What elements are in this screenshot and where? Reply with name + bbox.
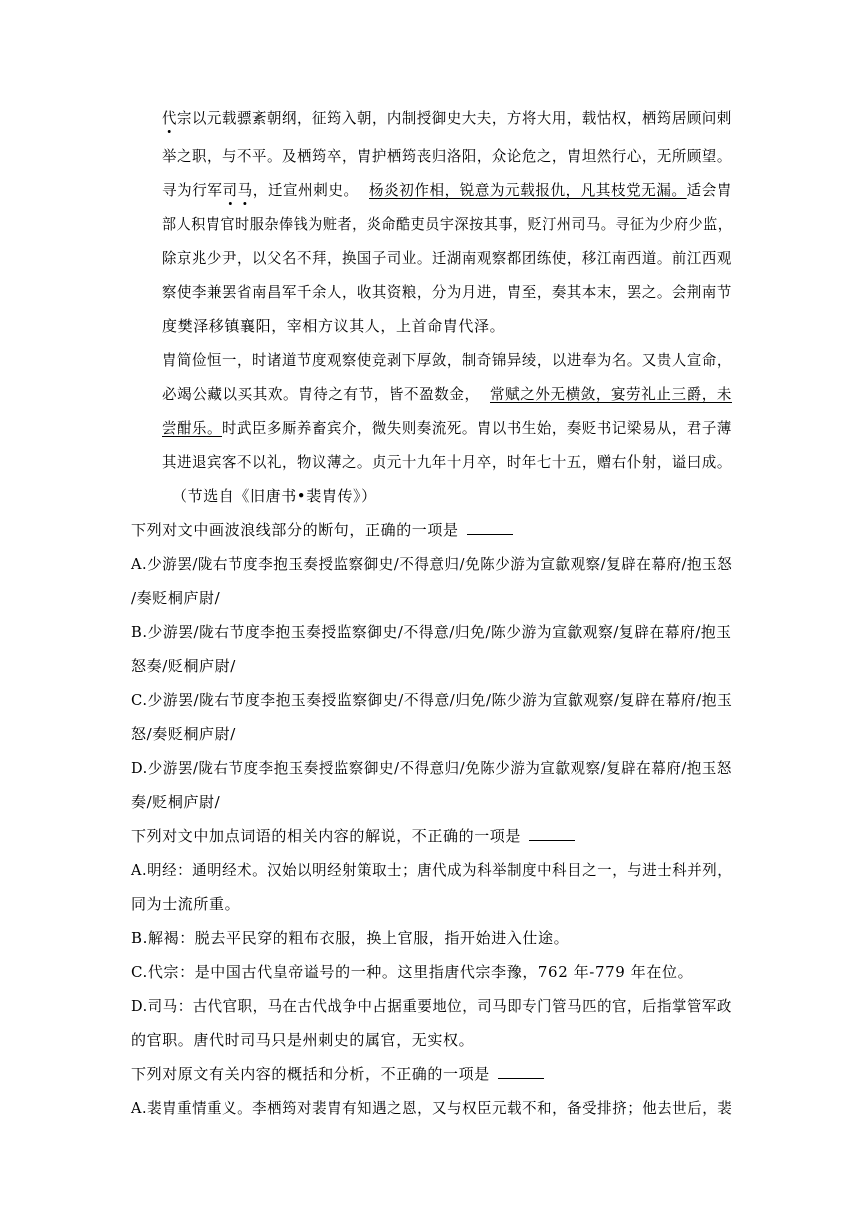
- option-line: C.代宗：是中国古代皇帝谥号的一种。这里指唐代宗李豫，762 年-779 年在位。: [131, 963, 694, 981]
- emphasis-dot-char: 司: [222, 181, 238, 199]
- answer-blank: [498, 1064, 544, 1079]
- option-line: 奏/贬桐庐尉/: [131, 793, 221, 811]
- option-line: D.司马：古代官职，马在古代战争中占据重要地位，司马即专门管马匹的官，后指掌管军政: [131, 997, 732, 1015]
- option-line: D.少游罢/陇右节度李抱玉奏授监察御史/不得意归/免陈少游为宣歙观察/复辟在幕府/抱玉怒: [131, 759, 732, 777]
- underlined-sentence: 尝酣乐。: [162, 419, 222, 437]
- question-stem: 下列对文中加点词语的相关内容的解说，不正确的一项是: [131, 826, 575, 846]
- passage-line: 除京兆少尹，以父名不拜，换国子司业。迁湖南观察都团练使，移江南西道。前江西观: [162, 249, 732, 267]
- passage-line: 其进退宾客不以礼，物议薄之。贞元十九年十月卒，时年七十五，赠右仆射，谥曰成。: [162, 453, 732, 471]
- source-citation: （节选自《旧唐书•裴胄传》）: [172, 487, 377, 505]
- passage-line: 度樊泽移镇襄阳，宰相方议其人，上首命胄代泽。: [162, 317, 506, 335]
- passage-line: 寻为行军司马，迁宣州刺史。 杨炎初作相，锐意为元载报仇，凡其枝党无漏。适会胄: [162, 181, 732, 199]
- passage-line: 尝酣乐。时武臣多厮养畜宾介，微失则奏流死。胄以书生始，奏贬书记梁易从，君子薄: [162, 419, 732, 437]
- underlined-sentence: 杨炎初作相，锐意为元载报仇，凡其枝党无漏。: [369, 181, 687, 199]
- option-line: A.明经：通明经术。汉始以明经射策取士；唐代成为科举制度中科目之一，与进士科并列，: [131, 861, 733, 879]
- question-stem: 下列对文中画波浪线部分的断句，正确的一项是: [131, 520, 513, 540]
- passage-line: 举之职，与不平。及栖筠卒，胄护栖筠丧归洛阳，众论危之，胄坦然行心，无所顾望。: [162, 147, 732, 165]
- option-line: A.裴胄重情重义。李栖筠对裴胄有知遇之恩，又与权臣元载不和，备受排挤；他去世后，裴: [131, 1099, 733, 1117]
- option-line: /奏贬桐庐尉/: [131, 589, 221, 607]
- option-line: 怒/奏贬桐庐尉/: [131, 725, 236, 743]
- passage-line: 察使李兼罢省南昌军千余人，收其资粮，分为月进，胄至，奏其本末，罢之。会荆南节: [162, 283, 732, 301]
- option-line: 的官职。唐代时司马只是州刺史的属官，无实权。: [131, 1031, 475, 1049]
- passage-line: 胄简俭恒一，时诸道节度观察使竞剥下厚敛，制奇锦异绫，以进奉为名。又贵人宣命，: [162, 351, 732, 369]
- passage-line: 代宗以元载骠紊朝纲，征筠入朝，内制授御史大夫，方将大用，载怙权，栖筠居顾问剌: [162, 109, 732, 127]
- option-line: A.少游罢/陇右节度李抱玉奏授监察御史/不得意归/免陈少游为宣歙观察/复辟在幕府/抱玉怒: [131, 555, 733, 573]
- option-line: B.少游罢/陇右节度李抱玉奏授监察御史/不得意/归免/陈少游为宣歙观察/复辟在幕府/抱玉: [131, 623, 732, 641]
- question-stem: 下列对原文有关内容的概括和分析，不正确的一项是: [131, 1064, 544, 1084]
- passage-line: 部人积胄官时服杂俸钱为赃者，炎命酷吏员宇深按其事，贬汀州司马。寻征为少府少监，: [162, 215, 733, 233]
- option-line: 同为士流所重。: [131, 895, 241, 913]
- option-line: B.解褐：脱去平民穿的粗布衣服，换上官服，指开始进入仕途。: [131, 929, 570, 947]
- passage-line: 必竭公藏以买其欢。胄待之有节，皆不盈数金， 常赋之外无横敛，宴劳礼止三爵，未: [162, 385, 732, 403]
- answer-blank: [467, 520, 513, 535]
- emphasis-dot-char: 代: [162, 109, 178, 127]
- option-line: C.少游罢/陇右节度李抱玉奏授监察御史/不得意/归免/陈少游为宣歙观察/复辟在幕府/抱玉: [131, 691, 733, 709]
- answer-blank: [529, 826, 575, 841]
- emphasis-dot-char: 马: [237, 181, 253, 199]
- underlined-sentence: 常赋之外无横敛，宴劳礼止三爵，未: [490, 385, 732, 403]
- option-line: 怒奏/贬桐庐尉/: [131, 657, 236, 675]
